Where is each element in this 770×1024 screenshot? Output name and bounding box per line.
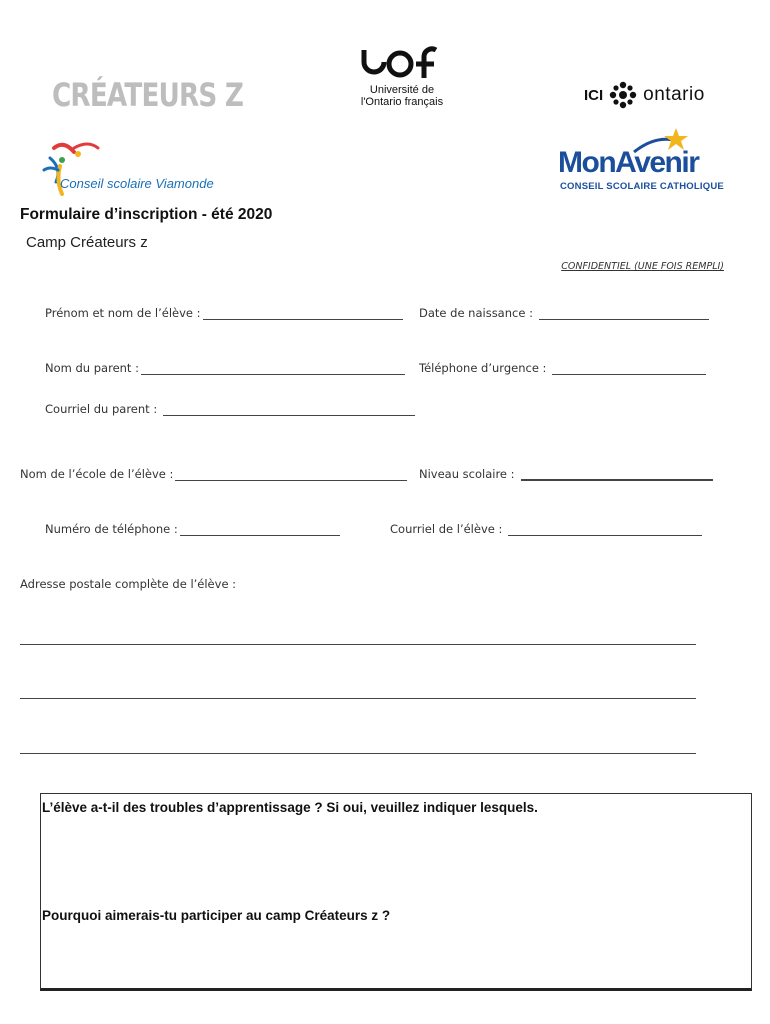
grade-level-label: Niveau scolaire : [419, 467, 515, 481]
emergency-phone-field [419, 361, 706, 375]
parent-email-label: Courriel du parent : [45, 402, 158, 416]
phone-number-input[interactable] [180, 523, 340, 536]
address-line-2[interactable] [20, 697, 696, 699]
parent-email-input[interactable] [163, 403, 415, 416]
radio-canada-gem-icon [609, 81, 637, 109]
form-title: Formulaire d’inscription - été 2020 [20, 206, 273, 223]
student-name-label: Prénom et nom de l’élève : [45, 306, 201, 320]
student-email-input[interactable] [508, 523, 702, 536]
uof-logo-mark [358, 44, 438, 80]
ici-ontario-logo [584, 80, 705, 110]
birth-date-field [419, 306, 709, 320]
createurs-z-logo: CRÉATEURS Z [52, 76, 244, 114]
form-subtitle: Camp Créateurs z [26, 234, 148, 251]
questions-box[interactable] [40, 793, 752, 991]
uof-logo-text [352, 84, 452, 108]
uof-line-2: l'Ontario français [360, 96, 444, 108]
why-participate-question: Pourquoi aimerais-tu participer au camp Créateurs z ? [42, 908, 391, 923]
ontario-text: ontario [643, 84, 705, 105]
grade-level-field [419, 467, 713, 481]
learning-difficulties-question: L’élève a-t-il des troubles d’apprentissage ? Si oui, veuillez indiquer lesquels. [42, 800, 538, 815]
student-name-input[interactable] [203, 307, 403, 320]
student-name-field [45, 306, 403, 320]
student-email-label: Courriel de l’élève : [390, 522, 503, 536]
monavenir-subtitle: CONSEIL SCOLAIRE CATHOLIQUE [560, 181, 724, 192]
parent-name-field [45, 361, 405, 375]
confidential-notice: CONFIDENTIEL (UNE FOIS REMPLI) [561, 261, 724, 272]
school-name-field [20, 467, 407, 481]
parent-email-field [45, 402, 415, 416]
phone-number-label: Numéro de téléphone : [45, 522, 178, 536]
emergency-phone-input[interactable] [552, 362, 706, 375]
uof-line-1: Université de [369, 84, 435, 96]
birth-date-input[interactable] [539, 307, 709, 320]
parent-name-label: Nom du parent : [45, 361, 139, 375]
address-label: Adresse postale complète de l’élève : [20, 577, 237, 591]
parent-name-input[interactable] [141, 362, 405, 375]
viamonde-logo-text: Conseil scolaire Viamonde [60, 176, 214, 191]
grade-level-input[interactable] [521, 467, 713, 481]
school-name-label: Nom de l’école de l’élève : [20, 467, 174, 481]
birth-date-label: Date de naissance : [419, 306, 533, 320]
ici-text: ICI [584, 86, 604, 104]
school-name-input[interactable] [175, 468, 407, 481]
emergency-phone-label: Téléphone d’urgence : [419, 361, 547, 375]
address-field [20, 577, 236, 591]
address-line-1[interactable] [20, 643, 696, 645]
address-line-3[interactable] [20, 752, 696, 754]
monavenir-logo-text: MonAvenir [558, 146, 699, 179]
student-email-field [390, 522, 702, 536]
phone-number-field [45, 522, 340, 536]
